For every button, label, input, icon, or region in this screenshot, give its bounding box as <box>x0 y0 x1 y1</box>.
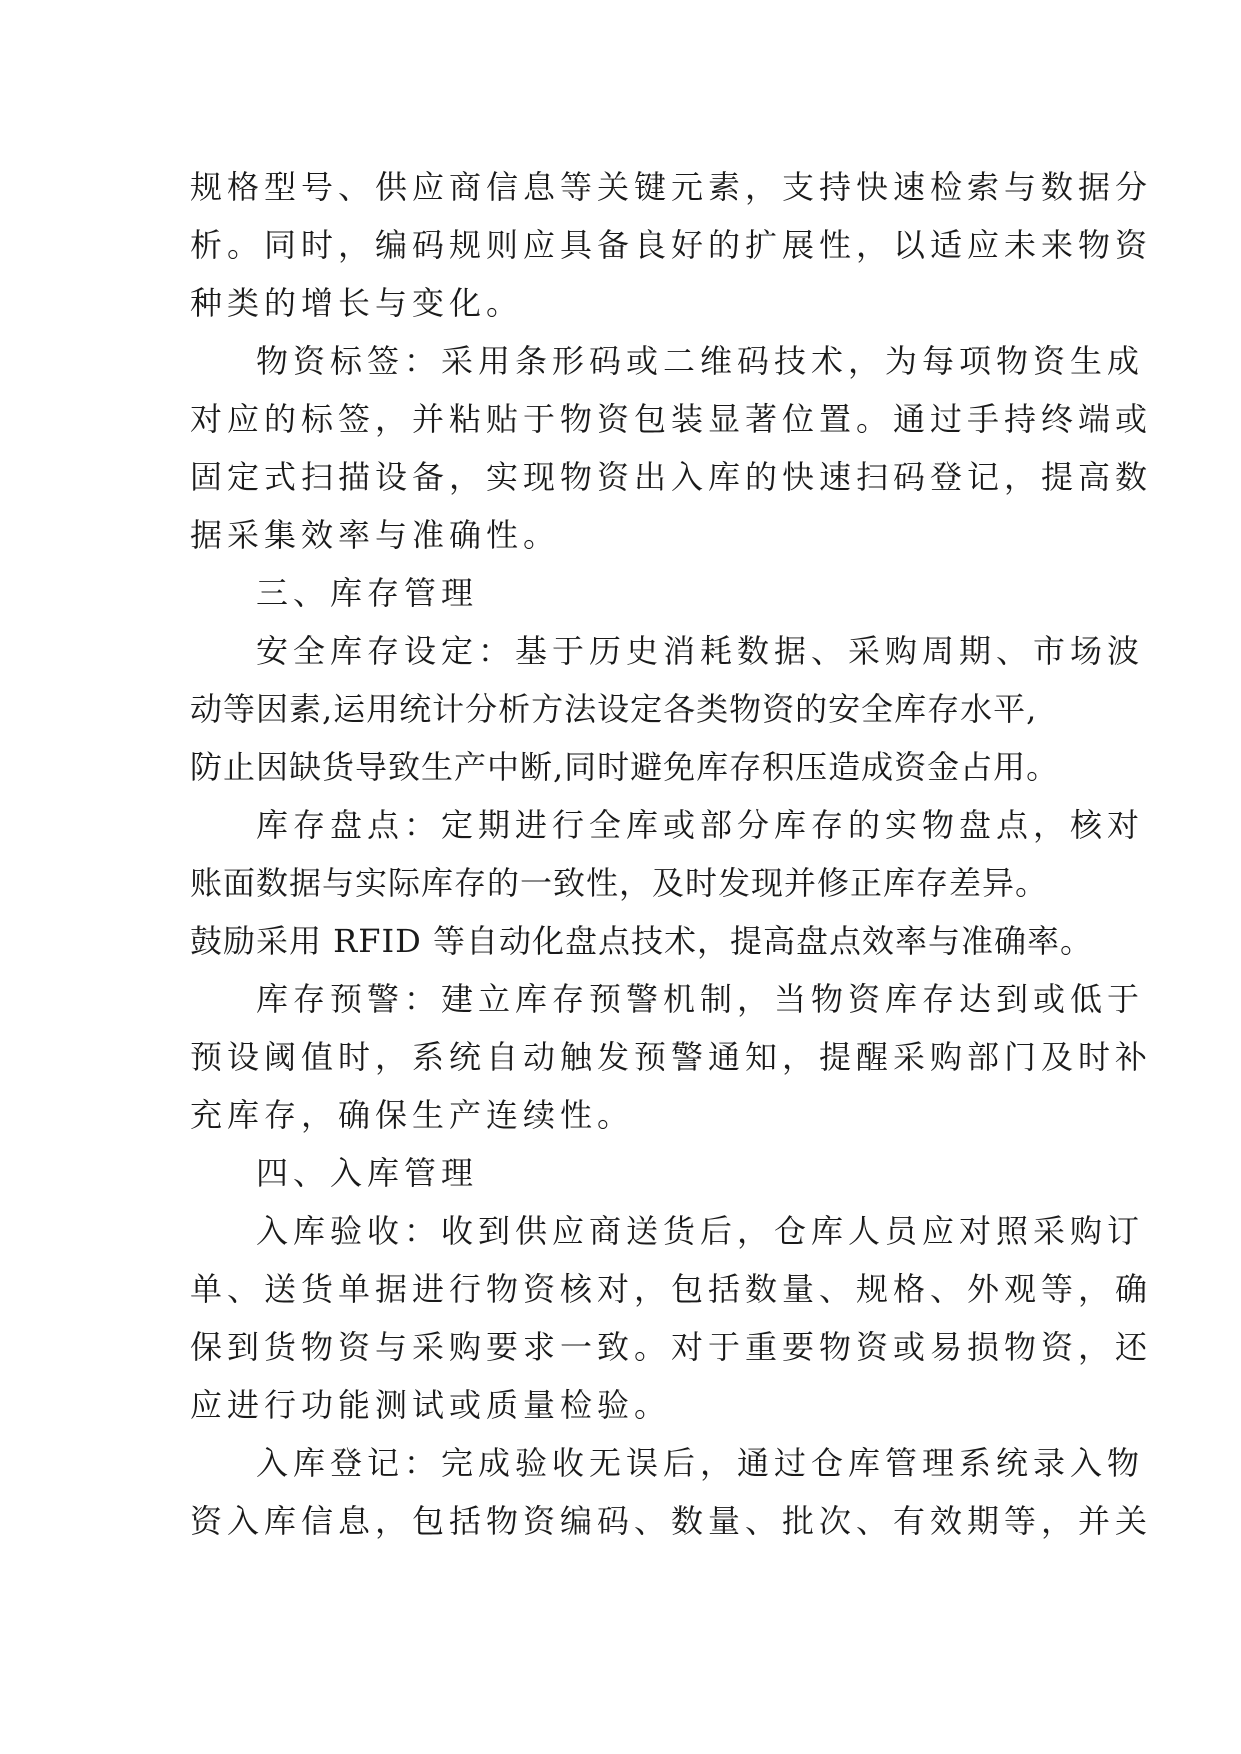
text-line: 三、库存管理 <box>256 574 479 612</box>
text-line: 析。同时，编码规则应具备良好的扩展性，以适应未来物资 <box>190 226 1153 264</box>
text-line: 种类的增长与变化。 <box>190 284 524 322</box>
text-line: 单、送货单据进行物资核对，包括数量、规格、外观等，确 <box>190 1270 1153 1308</box>
document-body <box>190 158 1153 1550</box>
text-line: 充库存，确保生产连续性。 <box>190 1096 635 1134</box>
text-line: 入库登记：完成验收无误后，通过仓库管理系统录入物 <box>256 1444 1145 1482</box>
text-line: 账面数据与实际库存的一致性，及时发现并修正库存差异。 <box>190 864 1049 902</box>
text-line: 对应的标签，并粘贴于物资包装显著位置。通过手持终端或 <box>190 400 1153 438</box>
text-line: 鼓励采用 RFID 等自动化盘点技术，提高盘点效率与准确率。 <box>190 922 1093 960</box>
text-line: 四、入库管理 <box>256 1154 479 1192</box>
text-line: 库存盘点：定期进行全库或部分库存的实物盘点，核对 <box>256 806 1145 844</box>
text-line: 固定式扫描设备，实现物资出入库的快速扫码登记，提高数 <box>190 458 1153 496</box>
text-line: 动等因素,运用统计分析方法设定各类物资的安全库存水平, <box>190 690 1038 728</box>
text-line: 入库验收：收到供应商送货后，仓库人员应对照采购订 <box>256 1212 1145 1250</box>
text-line: 据采集效率与准确性。 <box>190 516 561 554</box>
text-line: 库存预警：建立库存预警机制，当物资库存达到或低于 <box>256 980 1145 1018</box>
text-line: 应进行功能测试或质量检验。 <box>190 1386 672 1424</box>
text-line: 安全库存设定：基于历史消耗数据、采购周期、市场波 <box>256 632 1145 670</box>
text-line: 资入库信息，包括物资编码、数量、批次、有效期等，并关 <box>190 1502 1153 1540</box>
text-line: 防止因缺货导致生产中断,同时避免库存积压造成资金占用。 <box>190 748 1060 786</box>
text-line: 保到货物资与采购要求一致。对于重要物资或易损物资，还 <box>190 1328 1153 1366</box>
text-line: 预设阈值时，系统自动触发预警通知，提醒采购部门及时补 <box>190 1038 1153 1076</box>
text-line: 物资标签：采用条形码或二维码技术，为每项物资生成 <box>256 342 1145 380</box>
text-line: 规格型号、供应商信息等关键元素，支持快速检索与数据分 <box>190 168 1153 206</box>
